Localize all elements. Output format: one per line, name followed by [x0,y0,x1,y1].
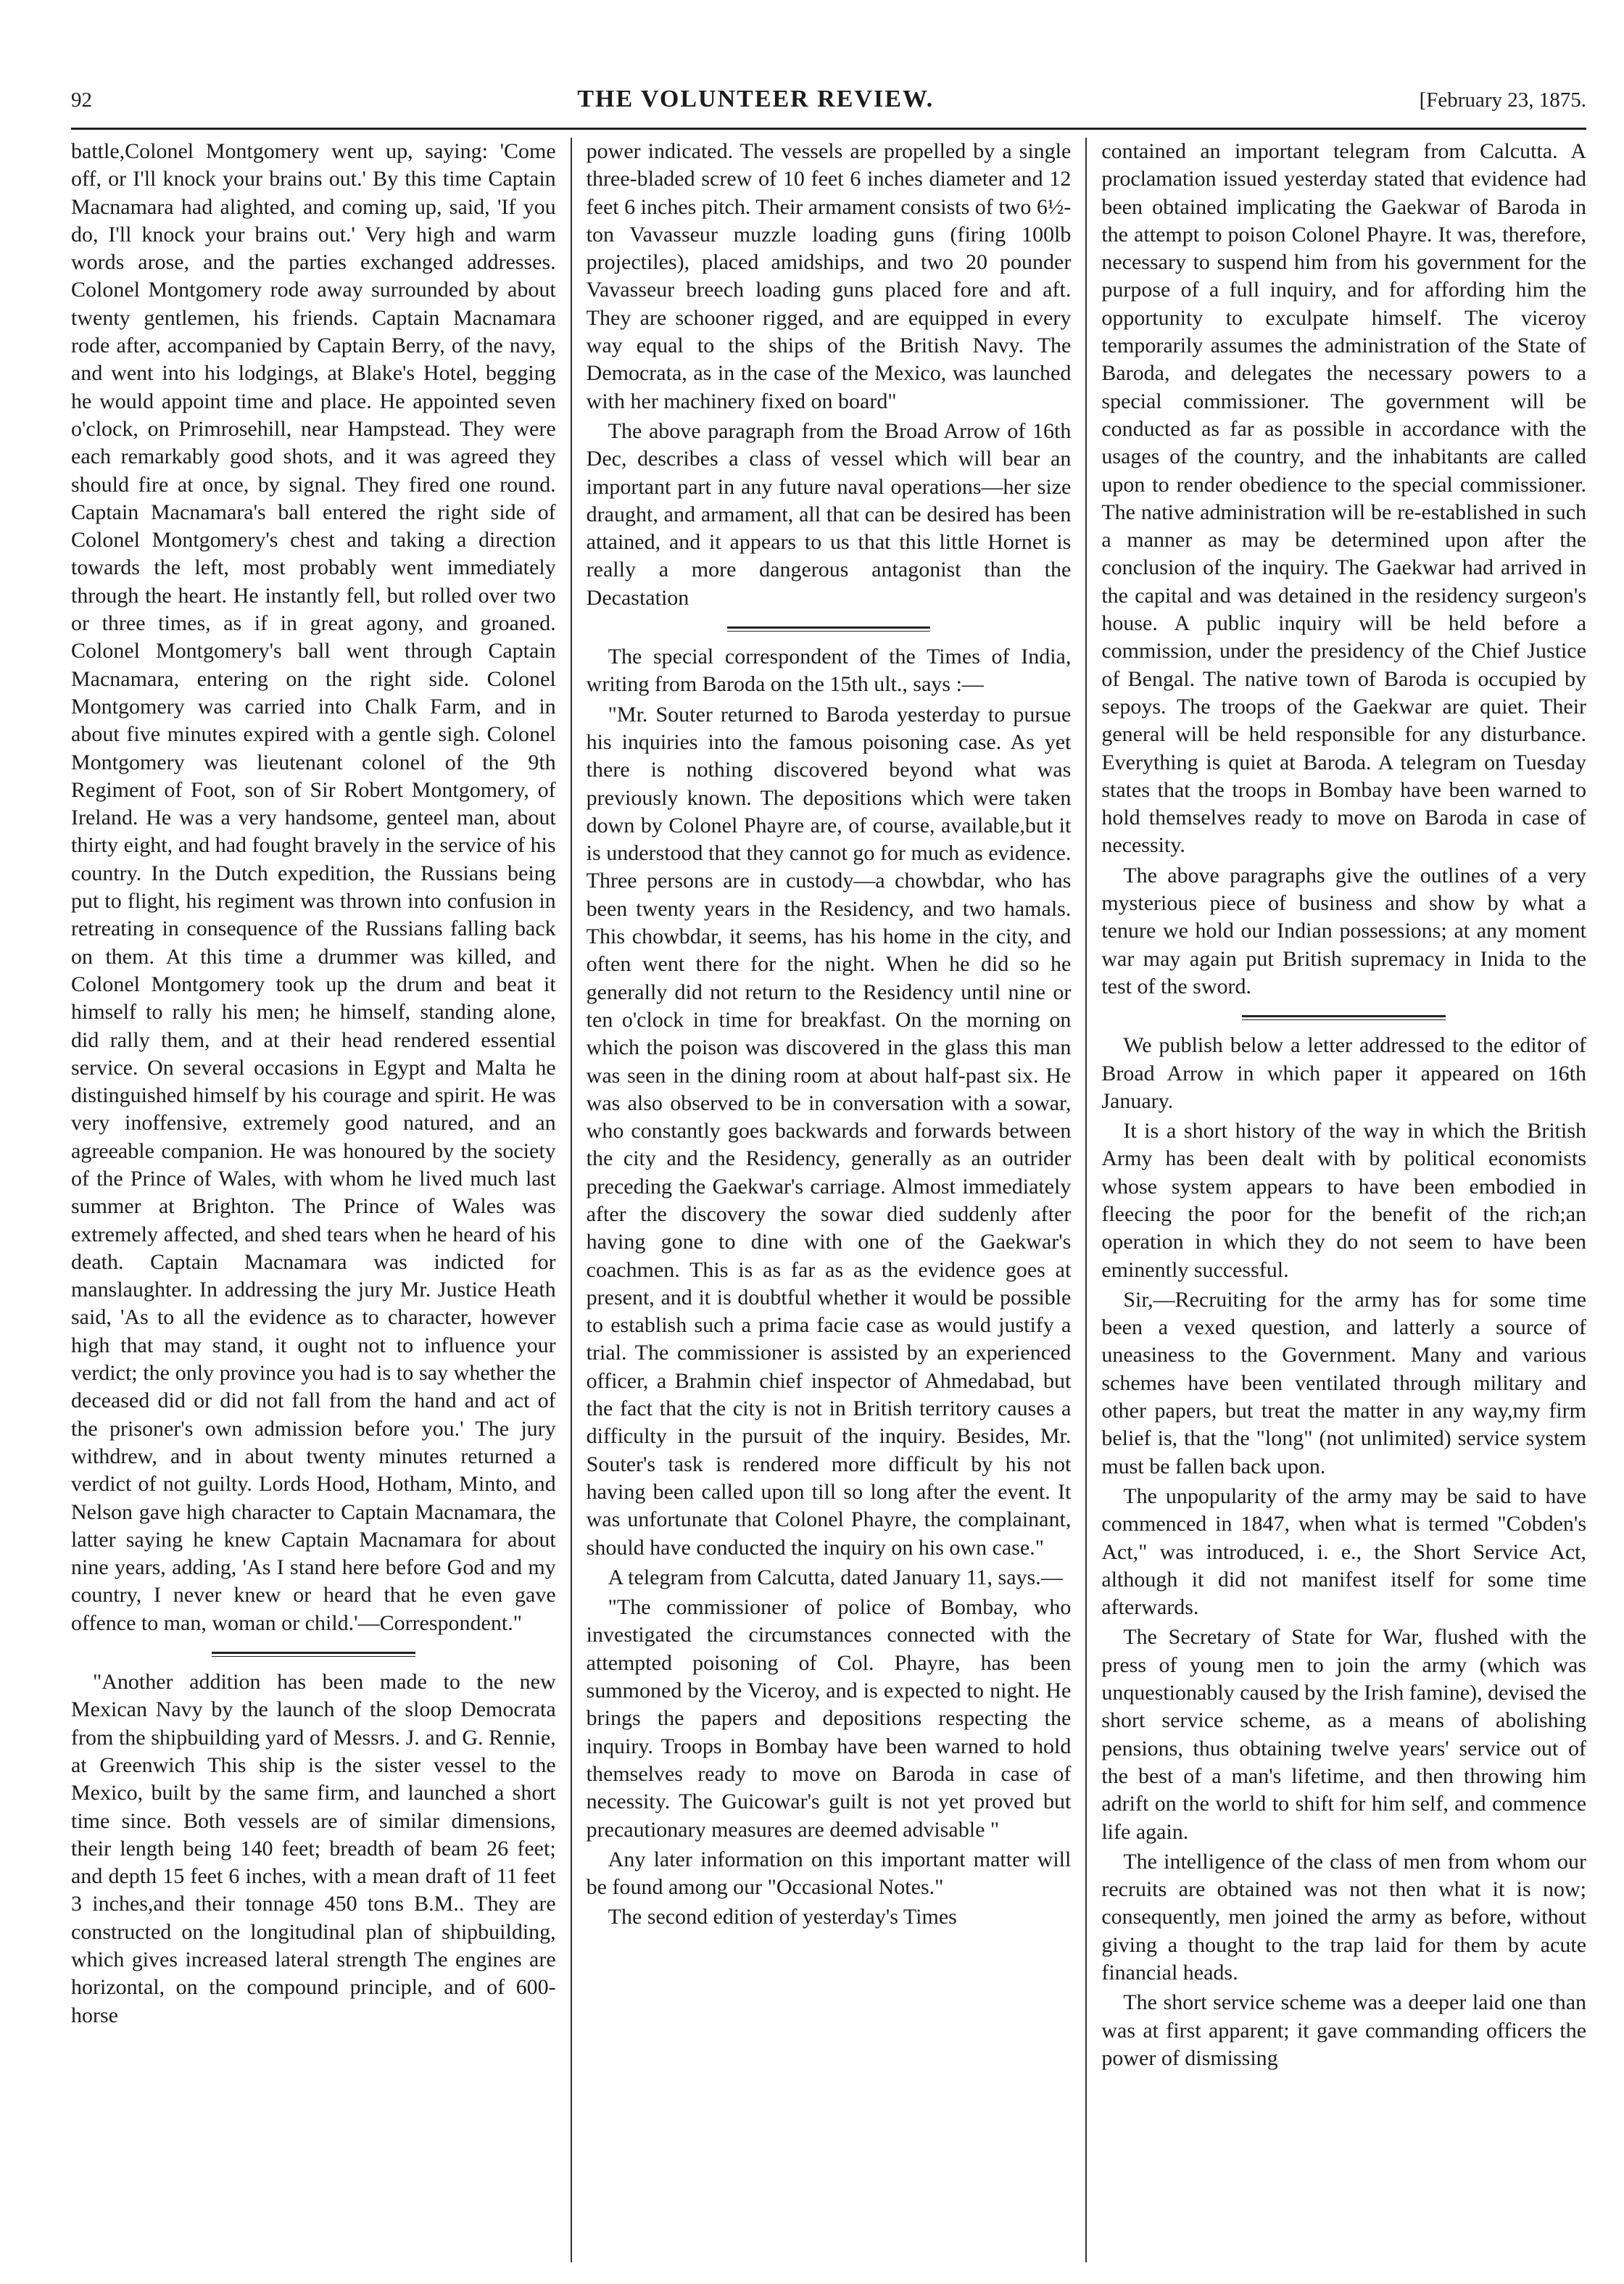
article-paragraph: We publish below a letter addressed to the editor of Broad Arrow in which paper it appeared on 16th January. [1101,1033,1587,1113]
issue-date: [February 23, 1875. [1419,88,1586,112]
masthead [71,86,1586,126]
article-paragraph: "Another addition has been made to the new Mexican Navy by the launch of the sloop Democrata from the shipbuilding yard of Messrs. J. and G. Rennie, at Greenwich This ship is the sister vessel to the Mexico, built by the same firm, and launched a short time since. Both vessels are of similar dimensions, their length being 140 feet; breadth of beam 26 feet; and depth 15 feet 6 inches, with a mean draft of 11 feet 3 inches,and their tonnage 450 tons B.M.. They are constructed on the longitudinal plan of shipbuilding, which gives increased lateral strength The engines are horizontal, on the compound principle, and of 600-horse [71,1670,556,2027]
article-paragraph: "The commissioner of police of Bombay, who investigated the circumstances connected with the attempted poisoning of Col. Phayre, has been summoned by the Viceroy, and is expected to night. He brings the papers and depositions respecting the inquiry. Troops in Bombay have been warned to hold themselves ready to move on Baroda in case of necessity. The Guicowar's guilt is not yet proved but precautionary measures are deemed advisable " [586,1595,1072,1842]
article-paragraph: The special correspondent of the Times of India, writing from Baroda on the 15th ult., says :— [586,645,1072,697]
column-2 [572,138,1086,2262]
article-paragraph: battle,Colonel Montgomery went up, saying: 'Come off, or I'll knock your brains out.' By this time Captain Macnamara had alighted, and coming up, said, 'If you do, I'll knock your brains out.' Very high and warm words arose, and the parties exchanged addresses. Colonel Montgomery rode away surrounded by about twenty gentlemen, his friends. Captain Macnamara rode after, accompanied by Captain Berry, of the navy, and went into his lodgings, at Blake's Hotel, begging he would appoint time and place. He appointed seven o'clock, on Primrosehill, near Hampstead. They were each remarkably good shots, and it was agreed they should fire at once, by signal. They fired one round. Captain Macnamara's ball entered the right side of Colonel Montgomery's chest and taking a direction towards the left, most probably went immediately through the heart. He instantly fell, but rolled over two or three times, as if in great agony, and groaned. Colonel Montgomery's ball went through Captain Macnamara, entering on the right side. Colonel Montgomery was carried into Chalk Farm, and in about five minutes expired with a gentle sigh. Colonel Montgomery was lieutenant colonel of the 9th Regiment of Foot, son of Sir Robert Montgomery, of Ireland. He was a very handsome, genteel man, about thirty eight, and had fought bravely in the service of his country. In the Dutch expedition, the Russians being put to flight, his regiment was thrown into confusion in retreating in consequence of the Russians falling back on them. At this time a drummer was killed, and Colonel Montgomery took up the drum and beat it himself to rally his men; he himself, standing alone, did rally them, and at their head rendered essential service. On several occasions in Egypt and Malta he distinguished himself by his courage and spirit. He was very inoffensive, extremely good natured, and an agreeable companion. He was honoured by the society of the Prince of Wales, with whom he lived much last summer at Brighton. The Prince of Wales was extremely affected, and shed tears when he heard of his death. Captain Macnamara was indicted for manslaughter. In addressing the jury Mr. Justice Heath said, 'As to all the evidence as to character, however high that may stand, it ought not to influence your verdict; the only province you had is to say whether the deceased did or did not fall from the hand and act of the prisoner's own admission before you.' The jury withdrew, and in about twenty minutes returned a verdict of not guilty. Lords Hood, Hotham, Minto, and Nelson gave high character to Captain Macnamara, the latter saying he knew Captain Macnamara for about nine years, adding, 'As I stand here before God and my country, I never knew or heard that he even gave offence to man, woman or child.'—Correspondent." [71,139,556,1635]
article-paragraph: The short service scheme was a deeper laid one than was at first apparent; it gave commanding officers the power of dismissing [1101,1990,1587,2070]
section-divider [1101,1003,1586,1032]
article-paragraph: The unpopularity of the army may be said to have commenced in 1847, when what is termed "Cobden's Act," was introduced, i. e., the Short Service Act, although it did not manifest itself for some time afterwards. [1101,1484,1587,1620]
column-1 [71,138,571,2262]
article-paragraph: A telegram from Calcutta, dated January 11, says.— [608,1565,1063,1589]
masthead-rule [71,128,1586,130]
article-paragraph: The second edition of yesterday's Times [608,1905,957,1929]
section-divider [71,1639,556,1668]
paper-title: THE VOLUNTEER REVIEW. [577,86,935,112]
page-number: 92 [71,88,92,112]
section-divider [587,614,1072,643]
article-paragraph: "Mr. Souter returned to Baroda yesterday to pursue his inquiries into the famous poisoning case. As yet there is nothing discovered beyond what was previously known. The depositions which were taken down by Colonel Phayre are, of course, available,but it is understood that they cannot go for much as evidence. Three persons are in custody—a chowbdar, who has been twenty years in the Residency, and two hamals. This chowbdar, it seems, has his home in the city, and often went there for the night. When he did so he generally did not return to the Residency until nine or ten o'clock in time for breakfast. On the morning on which the poison was discovered in the glass this man was seen in the dining room at about half-past six. He was also observed to be in conversation with a sowar, who constantly goes backwards and forwards between the city and the Residency, generally as an outrider preceding the Gaekwar's carriage. Almost immediately after the discovery the sowar died suddenly after having gone to dine with one of the Gaekwar's coachmen. This is as far as as the evidence goes at present, and it is doubtful whether it would be possible to establish such a prima facie case as would justify a trial. The commissioner is assisted by an experienced officer, a Brahmin chief inspector of Ahmedabad, but the fact that the city is not in British territory causes a difficulty in the pursuit of the inquiry. Besides, Mr. Souter's task is rendered more difficult by his not having been called upon till so long after the event. It was unfortunate that Colonel Phayre, the complainant, should have conducted the inquiry on his own case." [586,702,1072,1560]
article-paragraph: The above paragraphs give the outlines of a very mysterious piece of business and show by what a tenure we hold our Indian possessions; at any moment war may again put British supremacy in Inida to the test of the sword. [1101,863,1587,998]
article-paragraph: contained an important telegram from Calcutta. A proclamation issued yesterday stated that evidence had been obtained implicating the Gaekwar of Baroda in the attempt to poison Colonel Phayre. It was, therefore, necessary to suspend him from his government for the purpose of a full inquiry, and for affording him the opportunity to exculpate himself. The viceroy temporarily assumes the administration of the State of Baroda, and delegates the necessary powers to a special commissioner. The government will be conducted as far as possible in accordance with the usages of the country, and the inhabitants are called upon to render obedience to the special commissioner. The native administration will be re-established in such a manner as may be determined upon after the conclusion of the inquiry. The Gaekwar had arrived in the capital and was detained in the residency surgeon's house. A public inquiry will be held before a commission, under the presidency of the Chief Justice of Bengal. The native town of Baroda is occupied by sepoys. The troops of the Gaekwar are quiet. Their general will be held responsible for any disturbance. Everything is quiet at Baroda. A telegram on Tuesday states that the troops in Bombay have been warned to hold themselves ready to move on Baroda in case of necessity. [1101,139,1587,858]
column-3 [1087,138,1586,2262]
article-paragraph: Sir,—Recruiting for the army has for some time been a vexed question, and latterly a source of uneasiness to the Government. Many and various schemes have been ventilated through military and other papers, but treat the matter in any way,my firm belief is, that the "long" (not unlimited) service system must be fallen back upon. [1101,1287,1587,1478]
article-paragraph: The intelligence of the class of men from whom our recruits are obtained was not then what it is now; consequently, men joined the army as before, without giving a thought to the trap laid for them by acute financial heads. [1101,1849,1587,1985]
article-paragraph: Any later information on this important matter will be found among our "Occasional Notes." [586,1847,1072,1900]
article-paragraph: The above paragraph from the Broad Arrow of 16th Dec, describes a class of vessel which will bear an important part in any future naval operations—her size draught, and armament, all that can be desired has been attained, and it appears to us that this little Hornet is really a more dangerous antagonist than the Decastation [586,418,1072,610]
columns [71,138,1586,2262]
article-paragraph: The Secretary of State for War, flushed with the press of young men to join the army (which was unquestionably caused by the Irish famine), devised the short service scheme, as a means of abolishing pensions, thus obtaining twelve years' service out of the best of a man's lifetime, and then throwing him adrift on the world to shift for him self, and commence life again. [1101,1625,1587,1844]
article-paragraph: It is a short history of the way in which the British Army has been dealt with by political economists whose system appears to have been embodied in fleecing the poor for the benefit of the rich;an operation in which they do not seem to have been eminently successful. [1101,1119,1587,1282]
article-paragraph: power indicated. The vessels are propelled by a single three-bladed screw of 10 feet 6 inches diameter and 12 feet 6 inches pitch. Their armament consists of two 6½-ton Vavasseur muzzle loading guns (firing 100lb projectiles), placed amidships, and two 20 pounder Vavasseur breech loading guns placed fore and aft. They are schooner rigged, and are equipped in every way equal to the ships of the British Navy. The Democrata, as in the case of the Mexico, was launched with her machinery fixed on board" [586,139,1072,413]
